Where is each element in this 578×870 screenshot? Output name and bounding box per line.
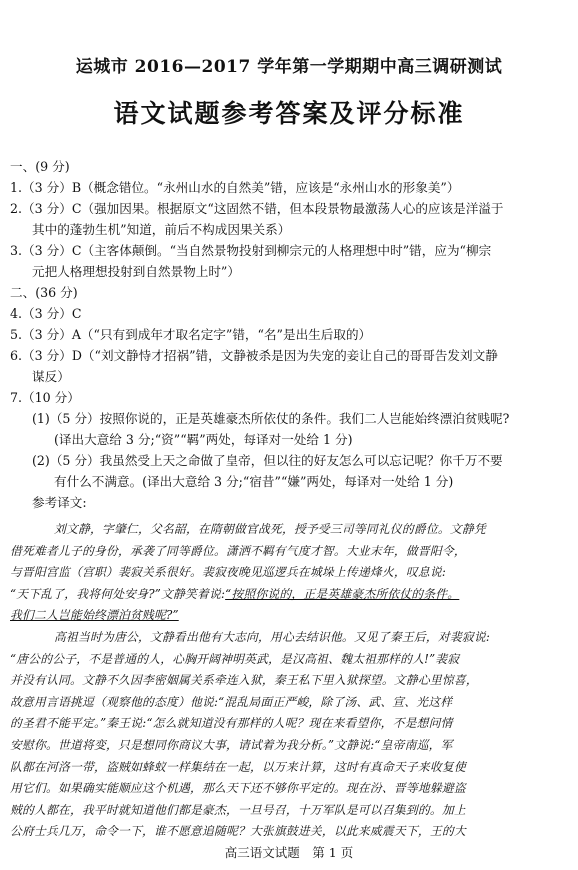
answer-q7-1-line2: (译出大意给 3 分;“资”“羁”两处，每译对一处给 1 分) — [54, 432, 353, 447]
translation-p1-line5 — [10, 605, 572, 627]
translation-p2-line4: 故意用言语挑逗（观察他的态度）他说:“混乱局面正严峻，除了汤、武、宣、光这样 — [10, 694, 453, 709]
page-footer: 高三语文试题 第 1 页 — [224, 845, 354, 860]
translation-p1-line3: 与晋阳宫监（宫职）裴寂关系很好。裴寂夜晚见巡逻兵在城垛上传递烽火，叹息说: — [10, 565, 447, 580]
reference-translation-label: 参考译文: — [32, 495, 87, 510]
translation-p1-line5-underlined: 我们二人岂能始终漂泊贫贱呢?” — [10, 608, 179, 623]
answer-q6-line2: 谋反） — [32, 369, 70, 384]
exam-title: 运城市 2016—2017 学年第一学期期中高三调研测试 — [75, 57, 503, 77]
translation-p2-line1: 高祖当时为唐公，文静看出他有大志向，用心去结识他。又见了秦王后，对裴寂说: — [54, 629, 491, 644]
section-1-heading: 一、(9 分) — [10, 159, 70, 174]
answer-q1: 1.（3 分）B（概念错位。“永州山水的自然美”错，应该是“永州山水的形象美”） — [10, 180, 460, 195]
translation-p2-line5: 的圣君不能平定。”秦王说:“怎么就知道没有那样的人呢？现在来看望你，不是想问情 — [10, 716, 453, 731]
answer-q2-line1: 2.（3 分）C（强加因果。根据原文“这固然不错，但本段景物最激荡人心的应该是洋溢于 — [10, 201, 504, 216]
translation-p1-line4 — [10, 584, 572, 606]
answer-q7-1-line1: (1)（5 分）按照你说的，正是英雄豪杰所依仗的条件。我们二人岂能始终漂泊贫贱呢? — [32, 411, 510, 426]
translation-p2-line10: 公府士兵几万，命令一下，谁不愿意追随呢？大张旗鼓进关，以此来威震天下，王的大 — [10, 824, 466, 839]
answer-q3-line2: 元把人格理想投射到自然景物上时”） — [32, 264, 240, 279]
reference-translation — [10, 519, 572, 843]
answer-q7-2-line2: 有什么不满意。(译出大意给 3 分;“宿昔”“嫌”两处，每译对一处给 1 分) — [54, 474, 454, 489]
translation-p1-line1: 刘文静，字肇仁，父名韶，在隋朝做官战死，授予受三司等同礼仪的爵位。文静凭 — [54, 522, 486, 536]
answer-q2-line2: 其中的蓬勃生机”知道，前后不构成因果关系） — [32, 222, 291, 237]
translation-p2-line7: 队都在河洛一带，盗贼如蜂蚁一样集结在一起，以万来计算，这时有真命天子来收复使 — [10, 759, 466, 774]
translation-p2-line8: 用它们。如果确实能顺应这个机遇，那么天下还不够你平定的。现在汾、晋等地躲避盗 — [10, 781, 466, 796]
translation-p2-line2: “唐公的公子，不是普通的人，心胸开阔神明英武，是汉高祖、魏太祖那样的人!”裴寂 — [10, 651, 460, 666]
translation-p2-line9: 贼的人都在，我平时就知道他们都是豪杰，一旦号召，十万军队是可以召集到的。加上 — [10, 802, 466, 817]
translation-p2-line6: 安慰你。世道将变，只是想同你商议大事，请试着为我分析。”文静说:“皇帝南巡，军 — [10, 737, 453, 752]
document-title: 语文试题参考答案及评分标准 — [113, 99, 465, 128]
answer-q4: 4.（3 分）C — [10, 306, 82, 321]
answer-q7-2-line1: (2)（5 分）我虽然受上天之命做了皇帝，但以往的好友怎么可以忘记呢？你千万不要 — [32, 453, 503, 468]
section-2-heading: 二、(36 分) — [10, 285, 78, 300]
answer-q7: 7.（10 分） — [10, 390, 80, 405]
translation-p1-line4-a: “天下乱了，我将何处安身?”文静笑着说: — [10, 586, 226, 601]
translation-p2-line3: 并没有认同。文静不久因李密姻属关系牵连入狱，秦王私下里入狱探望。文静心里惊喜， — [10, 673, 478, 688]
answer-body — [10, 156, 570, 513]
answer-q3-line1: 3.（3 分）C（主客体颠倒。“当自然景物投射到柳宗元的人格理想中时”错，应为“柳宗 — [10, 243, 492, 258]
translation-p1-line2: 借死难者儿子的身份，承袭了同等爵位。潇洒不羁有气度才智。大业末年，做晋阳令， — [10, 543, 466, 558]
translation-p1-line4-underlined: “按照你说的，正是英雄豪杰所依仗的条件。 — [225, 586, 460, 601]
answer-q6-line1: 6.（3 分）D（“刘文静恃才招祸”错，文静被杀是因为失宠的妾让自己的哥哥告发刘文静 — [10, 348, 498, 363]
answer-q5: 5.（3 分）A（“只有到成年才取名定字”错，“名”是出生后取的） — [10, 327, 372, 342]
